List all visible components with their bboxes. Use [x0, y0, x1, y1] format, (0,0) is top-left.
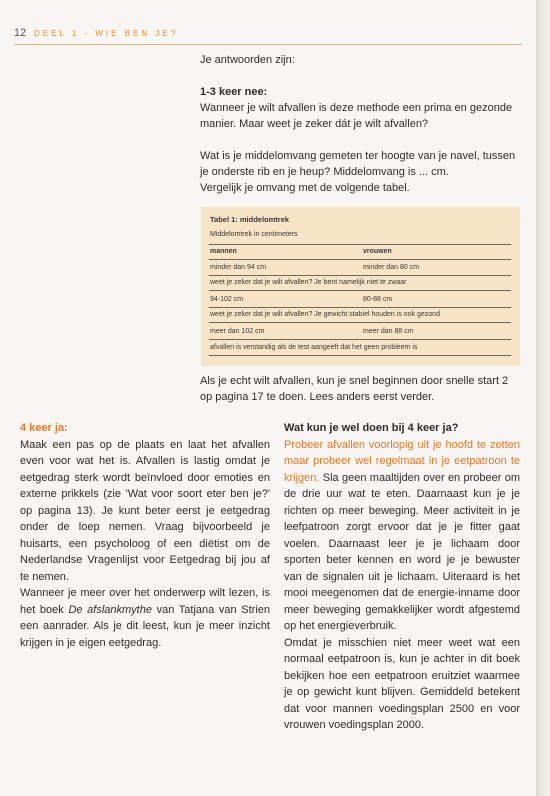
- page-number: 12: [14, 27, 27, 39]
- table-rule: [209, 259, 511, 260]
- intro-para2b: Vergelijk je omvang met de volgende tabel.: [200, 182, 410, 194]
- table-title: Tabel 1: middelomtrek: [210, 215, 290, 224]
- intro-para1: Wanneer je wilt afvallen is deze methode een prima en gezonde manier. Maar weet je zeker dát je wilt afvallen?: [200, 102, 513, 130]
- table-cell-women: 80-88 cm: [363, 296, 393, 303]
- left-para2: [20, 585, 270, 651]
- after-table-text: Als je echt wilt afvallen, kun je snel beginnen door snelle start 2 op pagina 17 te doen. Lees anders eerst verder.: [200, 375, 509, 403]
- book-title: De afslankmythe: [68, 603, 152, 616]
- table-rule: [209, 307, 511, 308]
- right-para1-highlight: Probeer afvallen voorlopig uit je hoofd te zetten maar probeer wel regelmaat in je eetpatroon te krijgen.: [284, 438, 520, 484]
- table-rule: [209, 275, 511, 276]
- waist-table: [201, 207, 520, 366]
- left-para2-start: Wanneer je meer over het onderwerp wilt lezen, is het boek: [20, 587, 270, 616]
- intro-lead: Je antwoorden zijn:: [200, 54, 295, 66]
- right-para2: Omdat je misschien niet meer weet wat een normaal eetpatroon is, kun je achter in dit boek bekijken hoe een eetpatroon eruitziet waarmee je op gewicht kunt blijven. Gemiddeld betekent dat voor mannen voedingsplan 2500 en voor vrouwen voedingsplan 2000.: [284, 636, 520, 731]
- right-para1: [284, 437, 520, 635]
- left-para1: Maak een pas op de plaats en laat het afvallen even voor wat het is. Afvallen is lastig omdat je eetgedrag sterk wordt beïnvloed door emoties en externe prikkels (zie 'Wat voor soort eter ben je?' op pagina 13). Je kunt beter eerst je eetgedrag onder de loep nemen. Vraag bijvoorbeeld je huisarts, een psycholoog of een diëtist om de Nederlandse Vragenlijst voor Eetgedrag bij jou af te nemen.: [20, 438, 270, 583]
- header-rule: [14, 44, 522, 45]
- left-para2-end: van Tatjana van Strien een aanrader. Als je dit leest, kun je meer inzicht krijgen in je eigen eetgedrag.: [20, 603, 270, 649]
- left-column: [20, 420, 270, 651]
- table-cell-note: weet je zeker dat je wilt afvallen? Je gewicht stabiel houden is ook gezond: [210, 311, 440, 318]
- table-rule: [209, 244, 511, 245]
- table-subtitle: Middelomtrek in centimeters: [210, 231, 298, 238]
- intro-para2a: Wat is je middelomvang gemeten ter hoogte van je navel, tussen je onderste rib en je heup? Middelomvang is ... cm.: [200, 150, 516, 178]
- running-head: DEEL 1 - WIE BEN JE?: [34, 29, 179, 38]
- right-para1-rest: Sla geen maaltijden over en probeer om de drie uur wat te eten. Daarnaast kun je je richten op meer beweging. Meer activiteit in je leefpatroon zorgt ervoor dat je je fitter gaat voelen. Daarnaast leer je je lichaam door sporten beter kennen en word je je bewuster van de signalen uit je lichaam. Uiteraard is het mooi meegenomen dat de energie-inname door meer beweging gemakkelijker wordt afgestemd op het energieverbruik.: [284, 471, 520, 632]
- table-cell-men: minder dan 94 cm: [210, 264, 267, 271]
- table-rule: [209, 355, 511, 356]
- table-col-women: vrouwen: [363, 248, 392, 255]
- intro-section: [200, 52, 520, 196]
- intro-heading: 1-3 keer nee:: [200, 86, 268, 98]
- table-cell-women: minder dan 80 cm: [363, 264, 420, 271]
- left-heading: 4 keer ja:: [20, 422, 68, 434]
- table-rule: [209, 322, 511, 323]
- right-column: [284, 420, 520, 734]
- table-rule: [209, 339, 511, 340]
- table-col-men: mannen: [210, 248, 237, 255]
- table-rule: [209, 290, 511, 291]
- table-cell-men: 94-102 cm: [210, 296, 244, 303]
- table-cell-men: meer dan 102 cm: [210, 328, 265, 335]
- page-spine: [536, 0, 550, 796]
- table-cell-note: afvallen is verstandig als de test aangeeft dat het geen probleem is: [210, 344, 418, 351]
- table-cell-note: weet je zeker dat je wilt afvallen? Je bent namelijk niet te zwaar: [210, 279, 407, 286]
- right-heading: Wat kun je wel doen bij 4 keer ja?: [284, 422, 459, 434]
- table-cell-women: meer dan 88 cm: [363, 328, 414, 335]
